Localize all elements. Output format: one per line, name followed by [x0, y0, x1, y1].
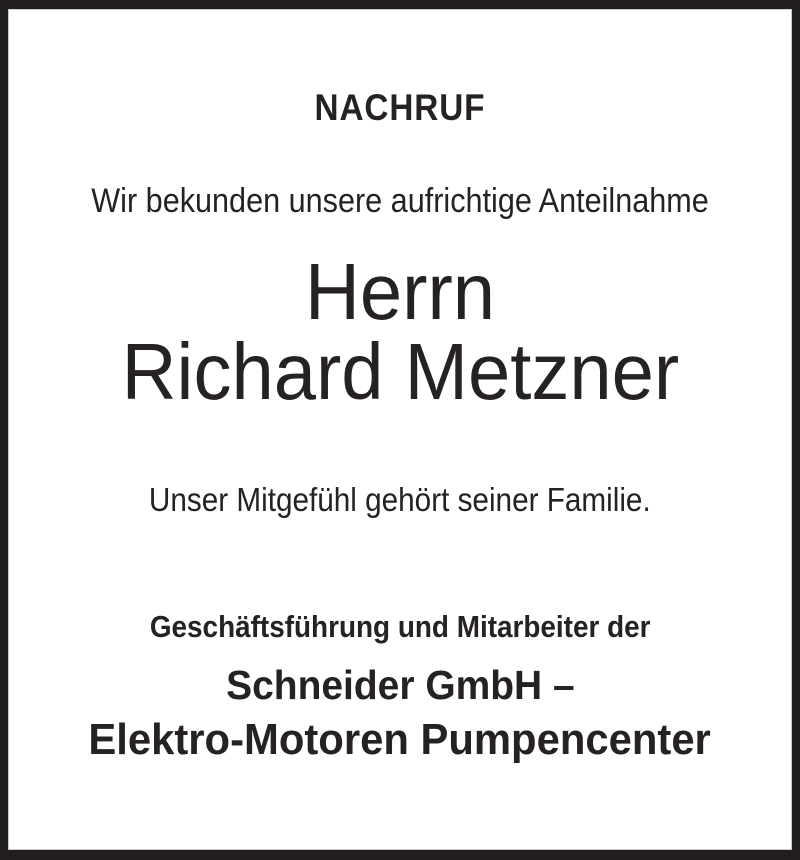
notice-title-text: NACHRUF: [314, 87, 486, 128]
signatory-intro-text: Geschäftsführung und Mitarbeiter der: [149, 609, 651, 644]
sympathy-line-text: Unser Mitgefühl gehört seiner Familie.: [149, 481, 651, 518]
condolence-intro-text: Wir bekunden unsere aufrichtige Anteilnahme: [91, 182, 709, 220]
salutation-text: Herrn: [304, 247, 496, 336]
deceased-name: [8, 327, 792, 416]
signatory-intro: [8, 611, 792, 642]
company-name-line1-text: Schneider GmbH –: [225, 662, 575, 708]
sympathy-line: [8, 483, 792, 516]
deceased-name-text: Richard Metzner: [121, 327, 679, 416]
salutation: [8, 247, 792, 336]
company-name-line1: [8, 662, 792, 708]
company-name-line2: [8, 715, 792, 764]
notice-title: [8, 89, 792, 126]
condolence-intro: [8, 184, 792, 218]
company-name-line2-text: Elektro-Motoren Pumpencenter: [88, 715, 712, 764]
